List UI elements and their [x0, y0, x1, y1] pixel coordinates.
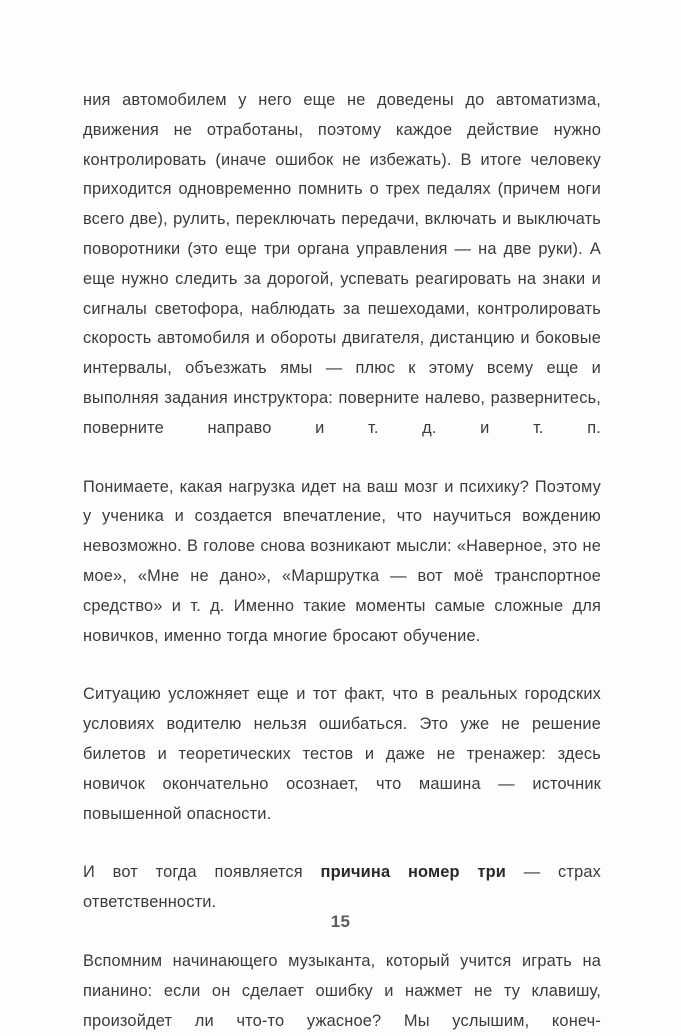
paragraph-4-lead-text: И вот тогда появляется	[83, 863, 321, 882]
body-paragraph-4	[83, 858, 601, 918]
paragraph-4-tail-text: — страх ответственности.	[83, 863, 601, 912]
body-paragraph-3: Ситуацию усложняет еще и тот факт, что в реальных городских условиях водителю нельзя ошибаться. Это уже не решение билетов и теоретических тестов и даже не тренажер: здесь новичок окончательно осознает, что машина — источник повышенной опасности.	[83, 685, 601, 823]
body-paragraph-1: ния автомобилем у него еще не доведены до автоматизма, движения не отработаны, поэтому каждое действие нужно контролировать (иначе ошибок не избежать). В итоге человеку приходится одновременно помнить о трех педалях (причем ноги всего две), рулить, переключать передачи, включать и выключать поворотники (это еще три органа управления — на две руки). А еще нужно следить за дорогой, успевать реагировать на знаки и сигналы светофора, наблюдать за пешеходами, контролировать скорость автомобиля и обороты двигателя, дистанцию и боковые интервалы, объезжать ямы — плюс к этому всему еще и выполняя задания инструктора: поверните налево, развернитесь, поверните направо и т. д. и т. п.	[83, 91, 601, 437]
cause-number-three-emphasis: причина номер три	[320, 863, 507, 882]
page-number: 15	[330, 912, 351, 931]
body-paragraph-5: Вспомним начинающего музыканта, который учится играть на пианино: если он сделает ошибку и нажмет не ту клавишу, произойдет ли что-то ужасное? Мы услышим, конеч-	[83, 951, 601, 1030]
body-paragraph-2: Понимаете, какая нагрузка идет на ваш мозг и психику? Поэтому у ученика и создается впечатление, что научиться вождению невозможно. В голове снова возникают мысли: «Наверное, это не мое», «Мне не дано», «Маршрутка — вот моё транспортное средство» и т. д. Именно такие моменты самые сложные для новичков, именно тогда многие бросают обучение.	[83, 477, 601, 645]
body-text-column	[83, 86, 601, 1036]
